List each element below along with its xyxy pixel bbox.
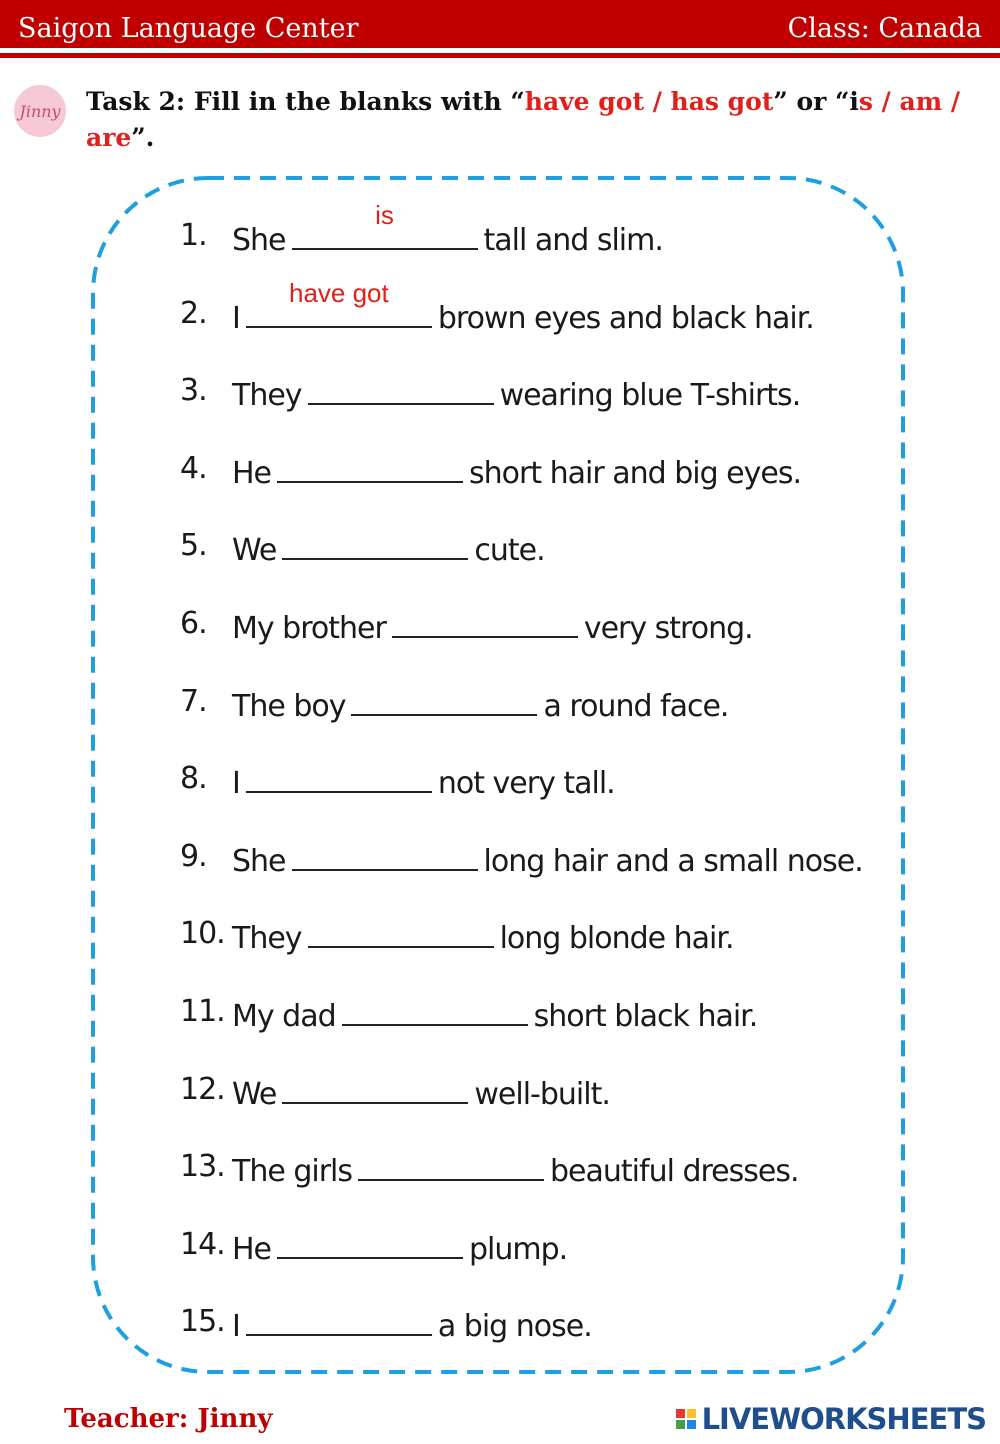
liveworksheets-wordmark: LIVEWORKSHEETS (701, 1402, 986, 1436)
liveworksheets-brand (676, 1402, 986, 1436)
item-rest: long blonde hair. (499, 921, 734, 957)
answer-blank[interactable] (282, 528, 468, 560)
item-sentence (232, 761, 615, 801)
item-sentence (232, 1149, 799, 1189)
item-number: 3. (180, 373, 207, 409)
item-number: 9. (180, 838, 207, 874)
item-sentence (232, 606, 753, 646)
item-subject: My brother (232, 611, 386, 646)
item-subject: I (232, 300, 240, 336)
item-rest: not very tall. (437, 766, 615, 802)
header-bar (0, 0, 1000, 48)
task-instruction (86, 84, 966, 156)
answer-blank[interactable] (342, 994, 528, 1026)
item-subject: The girls (232, 1154, 353, 1190)
task-prefix: Task 2: Fill in the blanks with “ (86, 87, 525, 116)
item-sentence (232, 451, 801, 491)
item-rest: well-built. (474, 1076, 610, 1112)
item-number: 5. (180, 528, 207, 564)
task-middle: ” or “i (773, 87, 859, 116)
jinny-logo-icon (10, 84, 70, 138)
item-number: 12. (180, 1071, 225, 1107)
answer-blank[interactable] (282, 1072, 468, 1104)
answer-blank[interactable] (358, 1149, 544, 1181)
item-rest: beautiful dresses. (550, 1154, 799, 1190)
answer-blank[interactable] (308, 373, 494, 405)
answer-blank[interactable] (292, 839, 478, 871)
item-sentence (232, 994, 757, 1034)
item-subject: They (232, 921, 302, 957)
item-sentence (232, 1072, 610, 1112)
item-number: 14. (180, 1226, 225, 1262)
answer-blank[interactable] (308, 916, 494, 948)
item-subject: I (232, 766, 240, 802)
item-rest: wearing blue T-shirts. (499, 378, 801, 414)
answer-blank[interactable] (292, 200, 478, 250)
answer-blank[interactable] (277, 1227, 463, 1259)
class-name: Class: Canada (787, 13, 982, 44)
item-rest: very strong. (583, 611, 753, 646)
header-divider (0, 53, 1000, 58)
item-sentence (232, 839, 863, 879)
item-subject: They (232, 378, 302, 414)
task-options-be: s / am / are (86, 87, 961, 152)
item-rest: a big nose. (437, 1309, 592, 1345)
svg-text:Jinny: Jinny (19, 102, 61, 121)
item-sentence (232, 684, 728, 724)
task-suffix: ”. (131, 123, 155, 152)
answer-blank[interactable] (246, 1304, 432, 1336)
item-rest: tall and slim. (483, 223, 663, 258)
item-sentence (232, 200, 663, 258)
item-number: 6. (180, 606, 207, 641)
item-number: 4. (180, 450, 207, 486)
item-rest: cute. (474, 533, 545, 569)
item-sentence (232, 1227, 567, 1267)
answer-text: have got (288, 277, 389, 308)
answer-blank[interactable] (277, 451, 463, 483)
answer-blank[interactable] (351, 684, 537, 716)
item-subject: I (232, 1309, 240, 1345)
item-rest: short hair and big eyes. (469, 455, 802, 491)
item-number: 7. (180, 683, 207, 719)
answer-text: is (375, 200, 394, 230)
item-sentence (232, 373, 800, 413)
item-subject: The boy (232, 688, 346, 724)
item-sentence (232, 1304, 592, 1344)
item-sentence (232, 916, 733, 956)
center-name: Saigon Language Center (18, 13, 359, 44)
item-rest: plump. (469, 1231, 568, 1267)
answer-blank[interactable] (246, 277, 432, 328)
item-subject: My dad (232, 999, 336, 1034)
item-number: 8. (180, 761, 207, 797)
item-number: 2. (180, 295, 207, 331)
answer-blank[interactable] (392, 606, 578, 638)
teacher-credit: Teacher: Jinny (64, 1404, 273, 1434)
item-subject: We (232, 533, 277, 569)
item-subject: She (232, 843, 286, 879)
task-options-have-got: have got / has got (524, 87, 774, 116)
item-sentence (232, 528, 545, 568)
item-subject: He (232, 455, 272, 491)
item-subject: We (232, 1076, 277, 1112)
item-subject: She (232, 223, 286, 258)
item-rest: a round face. (543, 688, 729, 724)
item-sentence (232, 277, 814, 336)
answer-blank[interactable] (246, 761, 432, 793)
item-number: 1. (180, 218, 207, 253)
item-rest: brown eyes and black hair. (437, 300, 814, 336)
item-number: 13. (180, 1149, 225, 1185)
item-subject: He (232, 1231, 272, 1267)
liveworksheets-logo-icon (676, 1409, 696, 1429)
item-rest: short black hair. (533, 999, 758, 1034)
item-number: 11. (180, 994, 225, 1029)
item-number: 10. (180, 916, 225, 952)
item-number: 15. (180, 1304, 225, 1340)
item-rest: long hair and a small nose. (483, 843, 863, 879)
